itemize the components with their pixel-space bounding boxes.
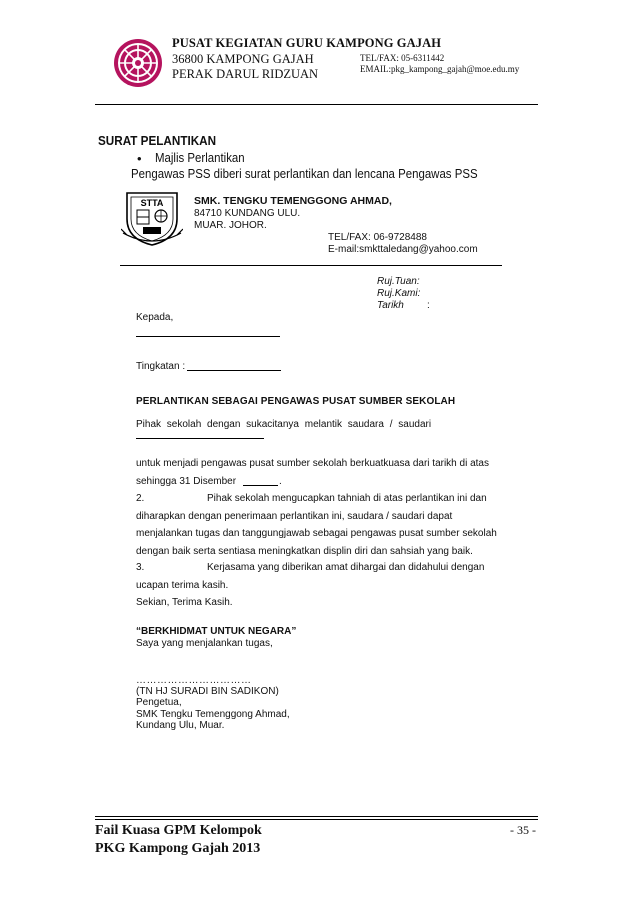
paragraph2-line3: menjalankan tugas dan tanggungjawab sebagai pengawas pusat sumber sekolah [136, 528, 497, 539]
year-blank [243, 485, 278, 486]
paragraph3-line2: ucapan terima kasih. [136, 580, 229, 591]
recipient-label: Kepada, [136, 312, 174, 323]
closing-text: Sekian, Terima Kasih. [136, 597, 233, 608]
ref-tuan: Ruj.Tuan: [377, 276, 420, 287]
header-address-line2: PERAK DARUL RIDZUAN [172, 67, 319, 81]
school-crest-icon [121, 189, 183, 247]
footer-line1: Fail Kuasa GPM Kelompok [95, 823, 262, 838]
date-colon: : [427, 300, 430, 311]
school-tel-fax: TEL/FAX: 06-9728488 [328, 232, 427, 243]
ref-kami: Ruj.Kami: [377, 288, 421, 299]
section-description: Pengawas PSS diberi surat perlantikan dan lencana Pengawas PSS [131, 166, 478, 181]
signature-dots: …………………………… [136, 675, 252, 686]
pkg-logo-icon [113, 38, 163, 88]
footer-divider-thick [95, 816, 538, 817]
school-address-line2: MUAR. JOHOR. [194, 220, 267, 231]
student-name-blank [136, 438, 264, 439]
paragraph1-end: . [279, 476, 282, 487]
paragraph2-line2: diharapkan dengan penerimaan perlantikan ini, saudara / saudari dapat [136, 511, 453, 522]
bullet-item: Majlis Perlantikan [155, 150, 245, 165]
paragraph2-number: 2. [136, 493, 145, 504]
paragraph1-intro: Pihak sekolah dengan sukacitanya melantik saudara / saudari [136, 419, 432, 430]
date-label: Tarikh [377, 300, 404, 311]
closing-signoff: Saya yang menjalankan tugas, [136, 638, 273, 649]
letter-subject: PERLANTIKAN SEBAGAI PENGAWAS PUSAT SUMBER SEKOLAH [136, 396, 456, 407]
signatory-school: SMK Tengku Temenggong Ahmad, [136, 709, 290, 720]
svg-text:STTA: STTA [140, 198, 164, 208]
header-email: EMAIL:pkg_kampong_gajah@moe.edu.my [360, 64, 520, 74]
paragraph1-line3: sehingga 31 Disember [136, 476, 237, 487]
bullet-icon: • [137, 151, 142, 166]
paragraph1-line2: untuk menjadi pengawas pusat sumber sekolah berkuatkuasa dari tarikh di atas [136, 458, 489, 469]
paragraph2-line1: Pihak sekolah mengucapkan tahniah di atas perlantikan ini dan [207, 493, 487, 504]
section-title: SURAT PELANTIKAN [98, 133, 217, 148]
school-address-line1: 84710 KUNDANG ULU. [194, 208, 301, 219]
header-divider [95, 104, 538, 105]
paragraph2-line4: dengan baik serta sentiasa meningkatkan displin diri dan sahsiah yang baik. [136, 546, 473, 557]
form-level-blank [187, 370, 281, 371]
motto: “BERKHIDMAT UNTUK NEGARA” [136, 626, 297, 637]
form-level-label: Tingkatan : [136, 361, 186, 372]
footer-divider-thin [95, 819, 538, 820]
header-address-line1: 36800 KAMPONG GAJAH [172, 52, 314, 66]
recipient-blank [136, 336, 280, 337]
page-number: - 35 - [510, 823, 536, 837]
paragraph3-line1: Kerjasama yang diberikan amat dihargai dan didahului dengan [207, 562, 485, 573]
header-tel-fax: TEL/FAX: 05-6311442 [360, 53, 445, 63]
school-name: SMK. TENGKU TEMENGGONG AHMAD, [194, 195, 392, 207]
school-email: E-mail:smkttaledang@yahoo.com [328, 244, 478, 255]
paragraph3-number: 3. [136, 562, 145, 573]
signatory-place: Kundang Ulu, Muar. [136, 720, 225, 731]
signatory-name: (TN HJ SURADI BIN SADIKON) [136, 686, 279, 697]
signatory-title: Pengetua, [136, 697, 182, 708]
header-org-name: PUSAT KEGIATAN GURU KAMPONG GAJAH [172, 36, 442, 50]
letter-divider [120, 265, 502, 266]
footer-line2: PKG Kampong Gajah 2013 [95, 841, 261, 856]
